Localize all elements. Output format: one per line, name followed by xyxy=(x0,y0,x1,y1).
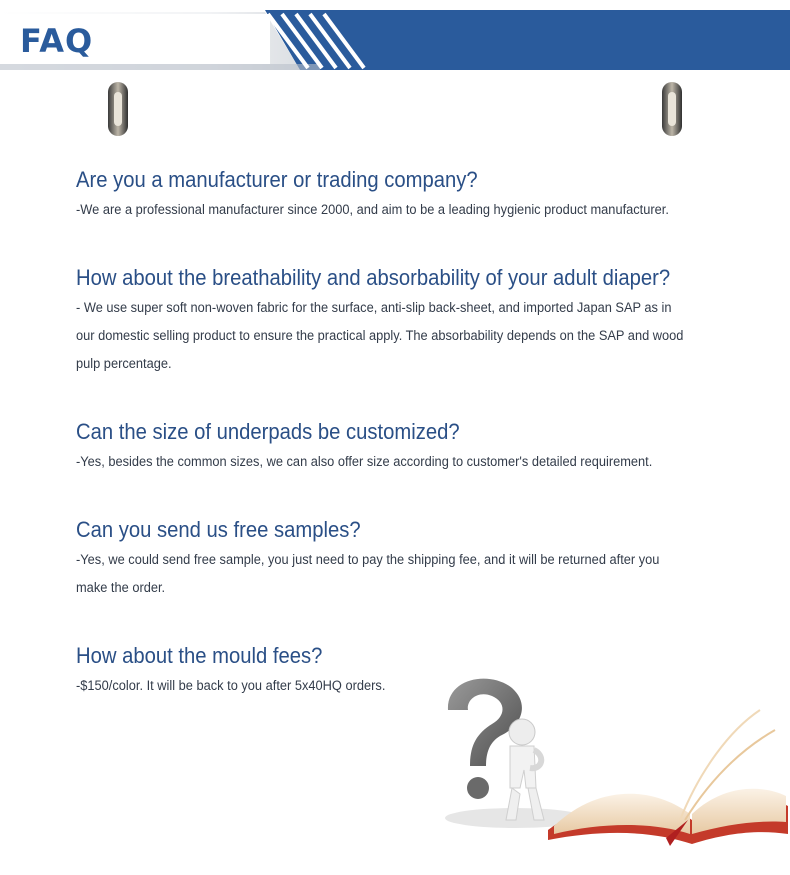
page-title: FAQ xyxy=(20,22,94,60)
faq-question: Can the size of underpads be customized? xyxy=(76,419,460,444)
binder-ring-icon xyxy=(660,80,684,138)
faq-question: How about the breathability and absorbability of your adult diaper? xyxy=(76,265,671,290)
binder-ring-icon xyxy=(106,80,130,138)
faq-answer: -Yes, besides the common sizes, we can also offer size according to customer's detailed requirement. xyxy=(76,454,653,469)
faq-answer: -Yes, we could send free sample, you just need to pay the shipping fee, and it will be returned after you make the order. xyxy=(76,552,660,595)
faq-answer: -We are a professional manufacturer since 2000, and aim to be a leading hygienic product manufacturer. xyxy=(76,202,669,217)
faq-item xyxy=(76,514,726,640)
faq-item xyxy=(76,164,726,262)
question-mark-figure-icon xyxy=(448,679,544,820)
faq-question: Can you send us free samples? xyxy=(76,517,361,542)
header-banner-graphic xyxy=(0,10,790,70)
open-book-icon xyxy=(548,710,788,846)
faq-answer: - We use super soft non-woven fabric for the surface, anti-slip back-sheet, and imported Japan SAP as in our domestic selling product to ensure the practical apply. The absorbability depends on the SAP and wood pulp percentage. xyxy=(76,300,684,371)
faq-header-banner xyxy=(0,10,790,70)
faq-item xyxy=(76,416,726,514)
faq-question: Are you a manufacturer or trading company? xyxy=(76,167,478,192)
faq-list xyxy=(76,164,726,700)
faq-item xyxy=(76,262,726,416)
faq-illustration xyxy=(430,670,790,870)
faq-answer: -$150/color. It will be back to you after 5x40HQ orders. xyxy=(76,678,386,693)
faq-question: How about the mould fees? xyxy=(76,643,323,668)
